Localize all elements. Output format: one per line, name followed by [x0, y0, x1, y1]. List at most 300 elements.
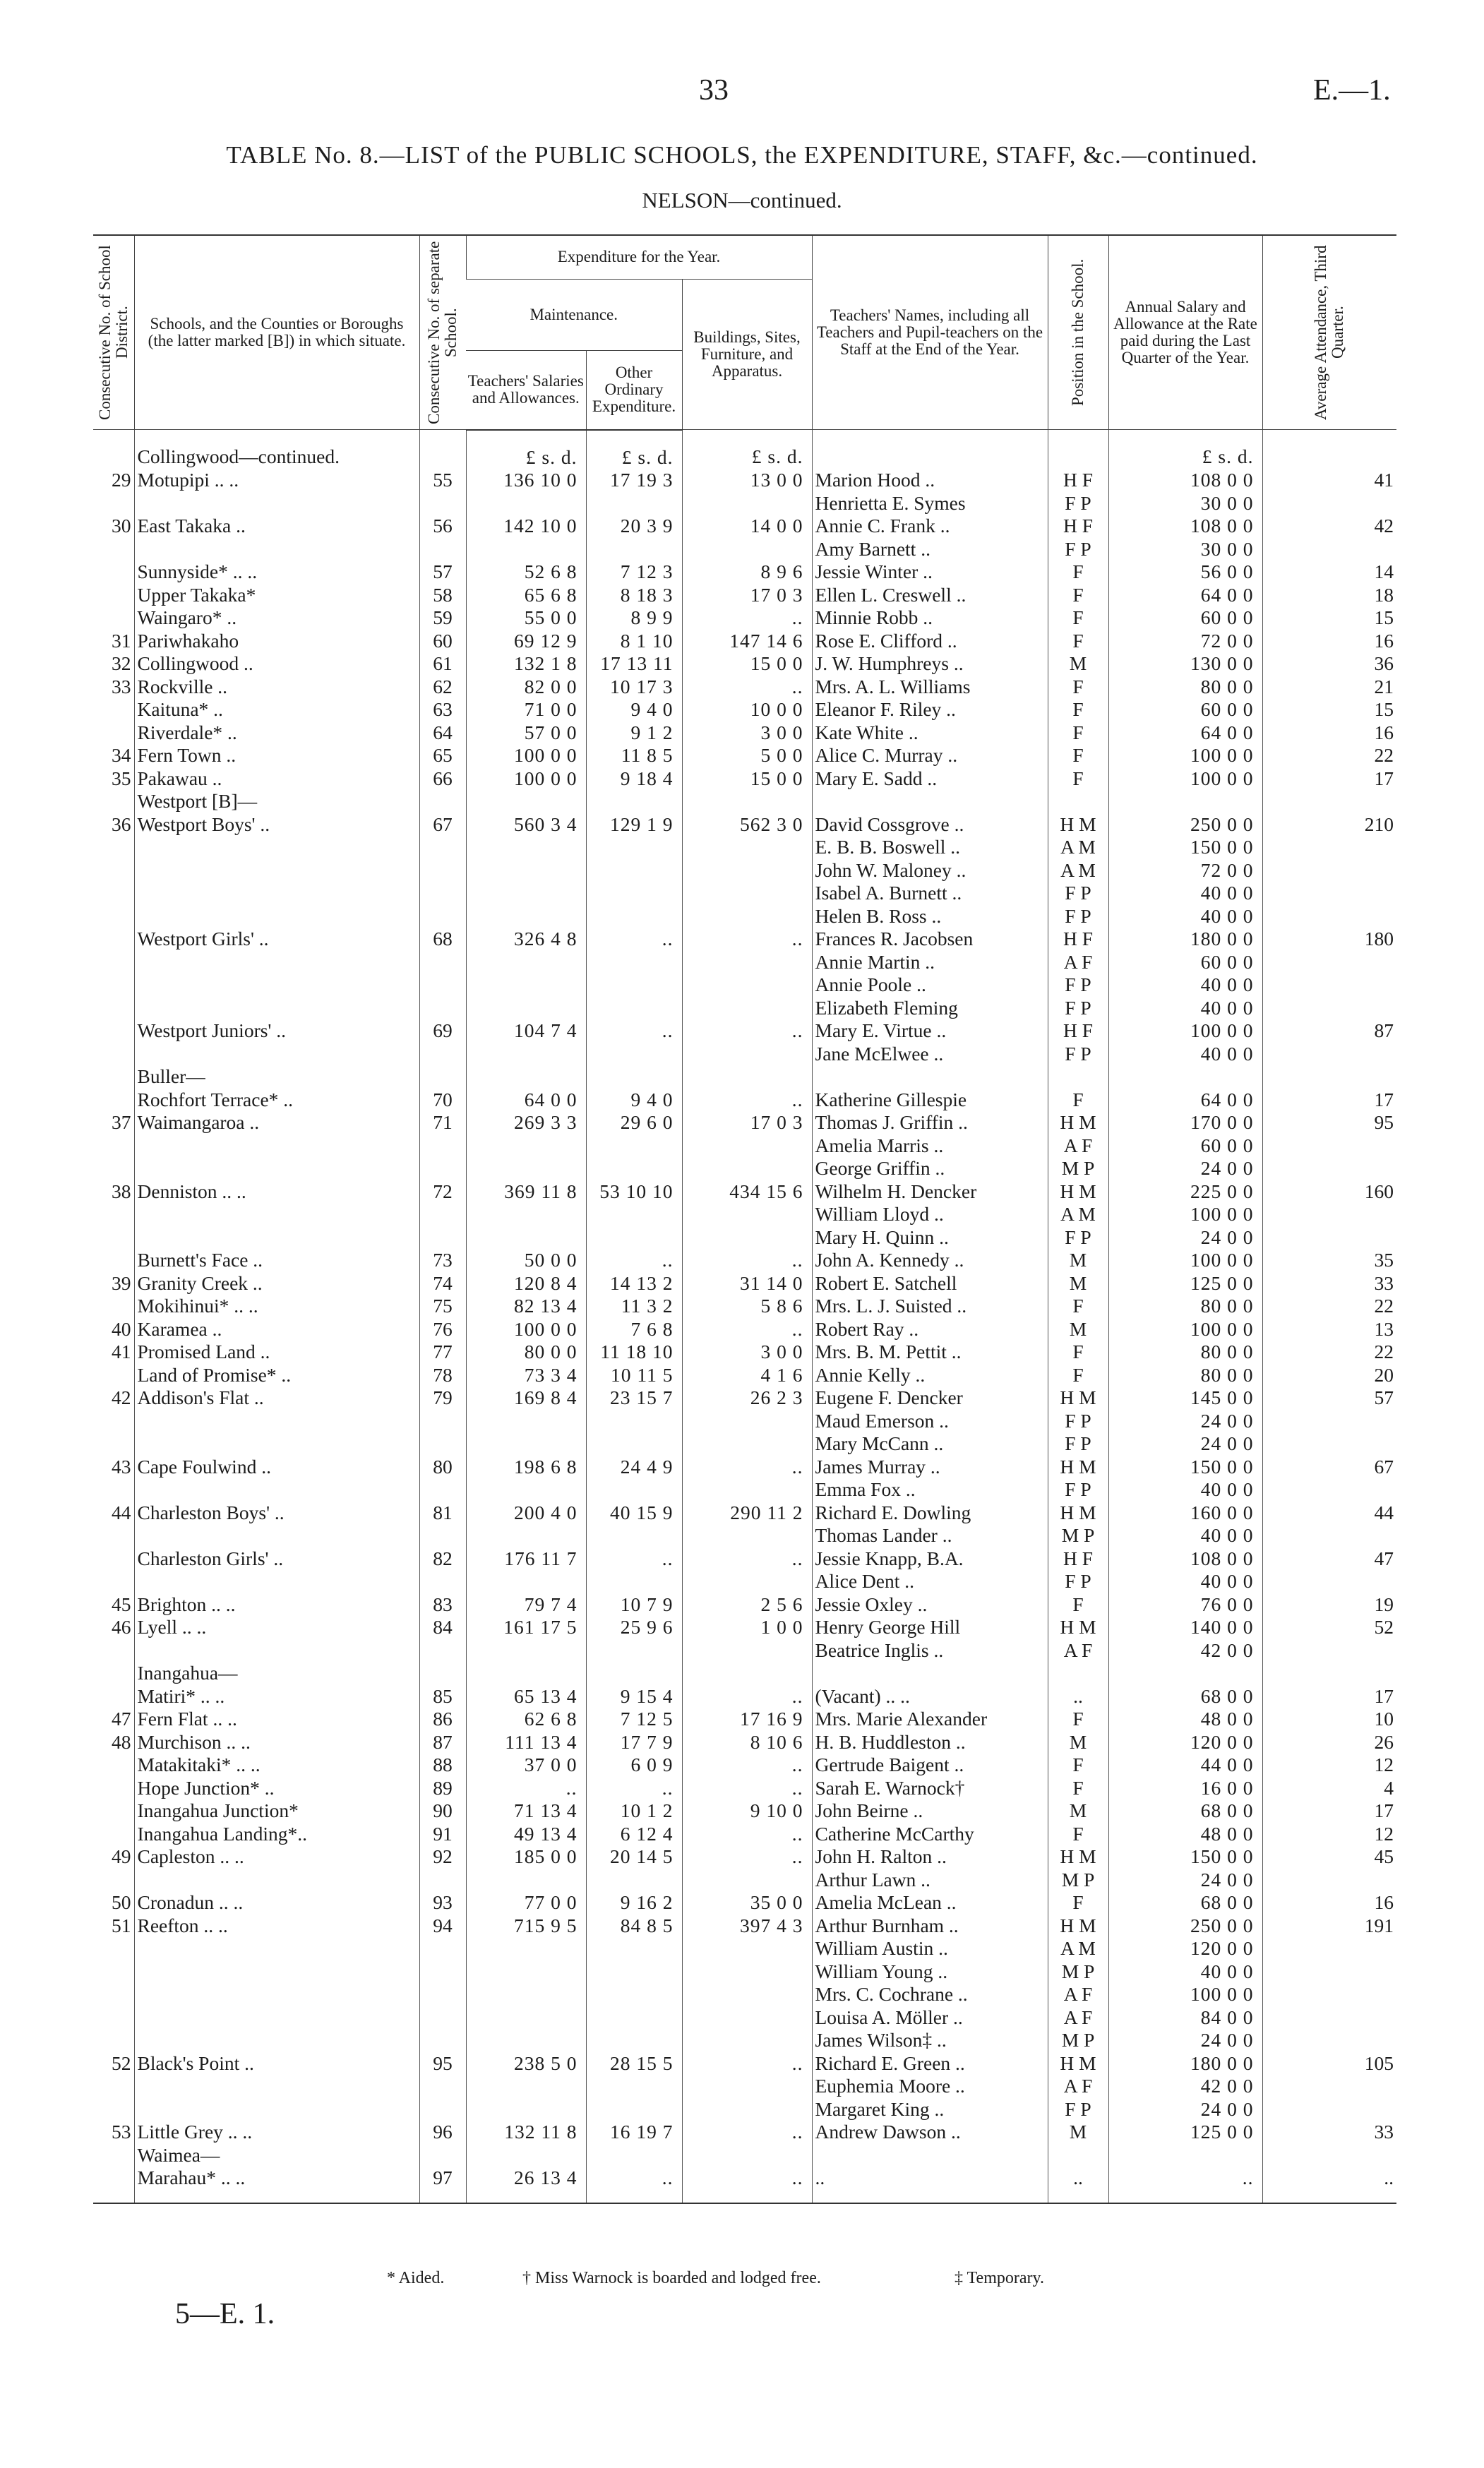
schools-table	[93, 234, 1396, 2204]
position-cell: F P	[1048, 1043, 1108, 1066]
buildings-cell: 15 0 0	[682, 652, 812, 676]
annual-salary-cell: 80 0 0	[1108, 1341, 1262, 1364]
buildings-cell: 17 0 3	[682, 584, 812, 607]
district-no-cell	[93, 1960, 134, 1984]
buildings-cell: 8 10 6	[682, 1731, 812, 1754]
school-name-cell: Reefton .. ..	[134, 1915, 419, 1938]
attendance-cell: 191	[1262, 1915, 1396, 1938]
school-name-cell: Black's Point ..	[134, 2052, 419, 2075]
attendance-cell	[1262, 2006, 1396, 2030]
attendance-cell: 10	[1262, 1708, 1396, 1731]
teacher-name-cell: Catherine McCarthy	[812, 1823, 1048, 1846]
position-cell: H M	[1048, 1456, 1108, 1479]
school-no-cell: 84	[419, 1616, 466, 1639]
table-row	[93, 2052, 1396, 2075]
table-row	[93, 1364, 1396, 1387]
salaries-cell	[466, 1157, 586, 1180]
district-no-cell	[93, 859, 134, 882]
school-no-cell: 75	[419, 1295, 466, 1318]
annual-salary-cell: 145 0 0	[1108, 1386, 1262, 1410]
buildings-cell: 14 0 0	[682, 515, 812, 538]
position-cell: F P	[1048, 1410, 1108, 1433]
position-cell: ..	[1048, 2167, 1108, 2203]
teacher-name-cell: James Wilson‡ ..	[812, 2029, 1048, 2052]
attendance-cell: 22	[1262, 744, 1396, 767]
position-cell: F P	[1048, 974, 1108, 997]
position-cell: M	[1048, 1318, 1108, 1341]
district-no-cell	[93, 1777, 134, 1800]
annual-salary-cell: 48 0 0	[1108, 1708, 1262, 1731]
attendance-cell	[1262, 1662, 1396, 1685]
attendance-cell: 45	[1262, 1845, 1396, 1869]
table-row	[93, 905, 1396, 928]
district-no-cell: 36	[112, 813, 131, 835]
district-no-cell	[93, 698, 134, 721]
position-cell: H F	[1048, 469, 1108, 492]
annual-salary-cell: 80 0 0	[1108, 1364, 1262, 1387]
buildings-cell: 35 0 0	[682, 1891, 812, 1915]
teacher-name-cell: H. B. Huddleston ..	[812, 1731, 1048, 1754]
attendance-cell: 22	[1262, 1341, 1396, 1364]
teacher-name-cell: Margaret King ..	[812, 2098, 1048, 2121]
teacher-name-cell: Amelia McLean ..	[812, 1891, 1048, 1915]
other-expenditure-cell	[586, 951, 682, 974]
teacher-name-cell: (Vacant) .. ..	[812, 1685, 1048, 1708]
table-row	[93, 974, 1396, 997]
position-cell: H M	[1048, 1915, 1108, 1938]
salaries-cell	[466, 2006, 586, 2030]
other-expenditure-cell: 8 1 10	[586, 630, 682, 653]
buildings-cell: ..	[682, 1318, 812, 1341]
other-expenditure-cell: 53 10 10	[586, 1180, 682, 1204]
page-code: E.—1.	[1313, 74, 1391, 107]
teacher-name-cell: Henry George Hill	[812, 1616, 1048, 1639]
teacher-name-cell: Frances R. Jacobsen	[812, 928, 1048, 951]
teacher-name-cell: William Austin ..	[812, 1937, 1048, 1960]
school-no-cell	[419, 882, 466, 905]
annual-salary-cell: 100 0 0	[1108, 744, 1262, 767]
school-name-cell	[134, 951, 419, 974]
other-expenditure-cell: ..	[586, 928, 682, 951]
school-name-cell: Kaituna* ..	[134, 698, 419, 721]
district-no-cell	[93, 606, 134, 630]
other-expenditure-cell	[586, 1570, 682, 1593]
annual-salary-cell: 100 0 0	[1108, 1318, 1262, 1341]
position-cell: F P	[1048, 1478, 1108, 1502]
teacher-name-cell: John Beirne ..	[812, 1799, 1048, 1823]
other-expenditure-cell: 6 0 9	[586, 1754, 682, 1777]
teacher-name-cell: Mrs. A. L. Williams	[812, 676, 1048, 699]
position-cell: H M	[1048, 1111, 1108, 1134]
annual-salary-cell: 64 0 0	[1108, 584, 1262, 607]
attendance-cell: 17	[1262, 1089, 1396, 1112]
school-name-cell: Pakawau ..	[134, 767, 419, 791]
buildings-cell	[682, 2098, 812, 2121]
school-name-cell	[134, 1134, 419, 1158]
table-row	[93, 1502, 1396, 1525]
position-cell: F P	[1048, 1226, 1108, 1250]
salaries-cell: 71 0 0	[466, 698, 586, 721]
salaries-cell: 50 0 0	[466, 1249, 586, 1272]
teacher-name-cell: Ellen L. Creswell ..	[812, 584, 1048, 607]
attendance-cell: 87	[1262, 1019, 1396, 1043]
teacher-name-cell: Alice Dent ..	[812, 1570, 1048, 1593]
salaries-cell: ..	[466, 1777, 586, 1800]
attendance-cell	[1262, 1983, 1396, 2006]
buildings-cell: ..	[682, 676, 812, 699]
school-no-cell: 61	[419, 652, 466, 676]
teacher-name-cell	[812, 790, 1048, 813]
other-expenditure-cell: 9 4 0	[586, 698, 682, 721]
school-no-cell: 66	[419, 767, 466, 791]
other-expenditure-cell	[586, 2144, 682, 2167]
district-no-cell	[93, 1685, 134, 1708]
annual-salary-cell	[1108, 2144, 1262, 2167]
school-name-cell	[134, 2098, 419, 2121]
table-row	[93, 1432, 1396, 1456]
annual-salary-cell: 100 0 0	[1108, 1203, 1262, 1226]
salaries-cell: 73 3 4	[466, 1364, 586, 1387]
teacher-name-cell: Mrs. B. M. Pettit ..	[812, 1341, 1048, 1364]
buildings-cell	[682, 1983, 812, 2006]
position-cell: M	[1048, 2121, 1108, 2144]
position-cell: M P	[1048, 1524, 1108, 1547]
school-no-cell	[419, 997, 466, 1020]
salaries-cell: 136 10 0	[466, 469, 586, 492]
buildings-cell: 8 9 6	[682, 561, 812, 584]
other-expenditure-cell: ..	[586, 1547, 682, 1571]
district-no-cell	[93, 1134, 134, 1158]
table-row	[93, 515, 1396, 538]
annual-salary-cell: 40 0 0	[1108, 1478, 1262, 1502]
district-no-cell: 39	[112, 1271, 131, 1294]
other-expenditure-cell	[586, 2075, 682, 2098]
attendance-cell: 19	[1262, 1593, 1396, 1617]
table-row	[93, 492, 1396, 515]
salaries-cell	[466, 2144, 586, 2167]
school-name-cell: Denniston .. ..	[134, 1180, 419, 1204]
other-expenditure-cell: 24 4 9	[586, 1456, 682, 1479]
table-row	[93, 676, 1396, 699]
table-row	[93, 606, 1396, 630]
school-name-cell: Hope Junction* ..	[134, 1777, 419, 1800]
school-name-cell	[134, 1960, 419, 1984]
attendance-cell	[1262, 430, 1396, 469]
other-expenditure-cell	[586, 1134, 682, 1158]
teacher-name-cell: Annie Kelly ..	[812, 1364, 1048, 1387]
table-row	[93, 1915, 1396, 1938]
salaries-cell: 57 0 0	[466, 721, 586, 745]
teacher-name-cell: William Lloyd ..	[812, 1203, 1048, 1226]
district-no-cell: 53	[112, 2121, 131, 2143]
annual-salary-cell: 250 0 0	[1108, 813, 1262, 837]
school-no-cell: 59	[419, 606, 466, 630]
school-name-cell	[134, 1869, 419, 1892]
school-name-cell	[134, 1983, 419, 2006]
salaries-cell	[466, 2098, 586, 2121]
table-row	[93, 1134, 1396, 1158]
salaries-cell	[466, 1065, 586, 1089]
annual-salary-cell: 68 0 0	[1108, 1685, 1262, 1708]
position-cell: A F	[1048, 2075, 1108, 2098]
teacher-name-cell: Thomas J. Griffin ..	[812, 1111, 1048, 1134]
teacher-name-cell: Wilhelm H. Dencker	[812, 1180, 1048, 1204]
buildings-cell: 13 0 0	[682, 469, 812, 492]
annual-salary-cell	[1108, 1662, 1262, 1685]
annual-salary-cell: 24 0 0	[1108, 1157, 1262, 1180]
district-no-cell	[93, 1019, 134, 1043]
buildings-cell	[682, 836, 812, 859]
salaries-cell: 77 0 0	[466, 1891, 586, 1915]
buildings-cell	[682, 1203, 812, 1226]
school-no-cell	[419, 1065, 466, 1089]
district-no-cell: 52	[112, 2051, 131, 2074]
teacher-name-cell: Rose E. Clifford ..	[812, 630, 1048, 653]
table-row	[93, 1043, 1396, 1066]
other-expenditure-cell	[586, 997, 682, 1020]
header-other: Other Ordinary Expenditure.	[586, 351, 682, 430]
buildings-cell	[682, 1639, 812, 1663]
salaries-cell	[466, 1410, 586, 1433]
other-expenditure-cell	[586, 1203, 682, 1226]
position-cell: A M	[1048, 836, 1108, 859]
annual-salary-cell: 40 0 0	[1108, 1960, 1262, 1984]
salaries-cell: 100 0 0	[466, 767, 586, 791]
position-cell: F	[1048, 1341, 1108, 1364]
footnote-warnock: † Miss Warnock is boarded and lodged free.	[522, 2269, 821, 2287]
attendance-cell: 105	[1262, 2052, 1396, 2075]
other-expenditure-cell	[586, 882, 682, 905]
school-no-cell: 85	[419, 1685, 466, 1708]
other-expenditure-cell: 6 12 4	[586, 1823, 682, 1846]
table-row	[93, 2167, 1396, 2203]
teacher-name-cell: Thomas Lander ..	[812, 1524, 1048, 1547]
school-name-cell: Riverdale* ..	[134, 721, 419, 745]
salaries-cell	[466, 2075, 586, 2098]
table-row	[93, 1777, 1396, 1800]
school-name-cell: Land of Promise* ..	[134, 1364, 419, 1387]
school-no-cell: 83	[419, 1593, 466, 1617]
buildings-cell: ..	[682, 1547, 812, 1571]
table-row	[93, 1272, 1396, 1295]
salaries-cell: 142 10 0	[466, 515, 586, 538]
table-row	[93, 1731, 1396, 1754]
annual-salary-cell: 56 0 0	[1108, 561, 1262, 584]
school-no-cell: 76	[419, 1318, 466, 1341]
salaries-cell	[466, 836, 586, 859]
salaries-cell: 80 0 0	[466, 1341, 586, 1364]
school-no-cell	[419, 1203, 466, 1226]
annual-salary-cell: 150 0 0	[1108, 836, 1262, 859]
annual-salary-cell: ..	[1108, 2167, 1262, 2203]
salaries-cell: 104 7 4	[466, 1019, 586, 1043]
annual-salary-cell: 40 0 0	[1108, 1524, 1262, 1547]
position-cell: F	[1048, 744, 1108, 767]
annual-salary-cell: 170 0 0	[1108, 1111, 1262, 1134]
position-cell: A M	[1048, 1937, 1108, 1960]
buildings-cell	[682, 1937, 812, 1960]
buildings-cell	[682, 1478, 812, 1502]
district-no-cell	[93, 2006, 134, 2030]
table-row	[93, 2006, 1396, 2030]
other-expenditure-cell	[586, 2006, 682, 2030]
table-row	[93, 1295, 1396, 1318]
school-no-cell: 87	[419, 1731, 466, 1754]
school-name-cell: Waingaro* ..	[134, 606, 419, 630]
district-no-cell: 30	[112, 515, 131, 537]
teacher-name-cell: Mary E. Sadd ..	[812, 767, 1048, 791]
position-cell: F P	[1048, 882, 1108, 905]
school-no-cell	[419, 1662, 466, 1685]
teacher-name-cell: Helen B. Ross ..	[812, 905, 1048, 928]
table-row	[93, 1157, 1396, 1180]
buildings-cell: 434 15 6	[682, 1180, 812, 1204]
other-expenditure-cell: ..	[586, 1019, 682, 1043]
school-name-cell: Waimangaroa ..	[134, 1111, 419, 1134]
table-row	[93, 1410, 1396, 1433]
buildings-cell: 2 5 6	[682, 1593, 812, 1617]
school-no-cell	[419, 1639, 466, 1663]
school-no-cell: 70	[419, 1089, 466, 1112]
school-name-cell: Fern Town ..	[134, 744, 419, 767]
teacher-name-cell: Richard E. Dowling	[812, 1502, 1048, 1525]
table-row	[93, 630, 1396, 653]
school-name-cell	[134, 1570, 419, 1593]
teacher-name-cell: Louisa A. Möller ..	[812, 2006, 1048, 2030]
annual-salary-cell: 48 0 0	[1108, 1823, 1262, 1846]
teacher-name-cell: Isabel A. Burnett ..	[812, 882, 1048, 905]
district-no-cell	[93, 1043, 134, 1066]
district-no-cell	[93, 1524, 134, 1547]
annual-salary-cell: 68 0 0	[1108, 1799, 1262, 1823]
district-no-cell	[93, 1065, 134, 1089]
district-no-cell	[93, 561, 134, 584]
page-number: 33	[699, 74, 729, 107]
teacher-name-cell: Emma Fox ..	[812, 1478, 1048, 1502]
teacher-name-cell	[812, 1662, 1048, 1685]
district-no-cell	[93, 1869, 134, 1892]
salaries-cell: 55 0 0	[466, 606, 586, 630]
other-expenditure-cell	[586, 859, 682, 882]
annual-salary-cell: 108 0 0	[1108, 469, 1262, 492]
annual-salary-cell: 40 0 0	[1108, 997, 1262, 1020]
other-expenditure-cell: 11 18 10	[586, 1341, 682, 1364]
attendance-cell	[1262, 882, 1396, 905]
district-no-cell: 46	[112, 1616, 131, 1638]
position-cell: M P	[1048, 1960, 1108, 1984]
school-no-cell	[419, 1983, 466, 2006]
district-no-cell	[93, 1157, 134, 1180]
district-no-cell	[93, 1570, 134, 1593]
attendance-cell: 95	[1262, 1111, 1396, 1134]
annual-salary-cell: 100 0 0	[1108, 1019, 1262, 1043]
position-cell: M P	[1048, 2029, 1108, 2052]
annual-salary-cell: 130 0 0	[1108, 652, 1262, 676]
school-no-cell: 56	[419, 515, 466, 538]
attendance-cell	[1262, 1937, 1396, 1960]
district-no-cell	[93, 928, 134, 951]
salaries-cell: 369 11 8	[466, 1180, 586, 1204]
salaries-cell: 37 0 0	[466, 1754, 586, 1777]
attendance-cell	[1262, 997, 1396, 1020]
school-name-cell: Karamea ..	[134, 1318, 419, 1341]
other-expenditure-cell: 20 14 5	[586, 1845, 682, 1869]
attendance-cell: 14	[1262, 561, 1396, 584]
district-no-cell: 34	[112, 744, 131, 766]
annual-salary-cell: 72 0 0	[1108, 859, 1262, 882]
table-row	[93, 1019, 1396, 1043]
school-name-cell: Charleston Girls' ..	[134, 1547, 419, 1571]
teacher-name-cell: ..	[812, 2167, 1048, 2203]
table-subtitle: NELSON—continued.	[642, 188, 842, 212]
buildings-cell: ..	[682, 2121, 812, 2144]
district-no-cell: 41	[112, 1341, 131, 1362]
table-row	[93, 538, 1396, 561]
school-name-cell: Rockville ..	[134, 676, 419, 699]
annual-salary-cell: 108 0 0	[1108, 515, 1262, 538]
school-no-cell: 58	[419, 584, 466, 607]
attendance-cell: 67	[1262, 1456, 1396, 1479]
attendance-cell	[1262, 1478, 1396, 1502]
buildings-cell: ..	[682, 2052, 812, 2075]
district-no-cell: 32	[112, 652, 131, 674]
buildings-cell	[682, 1410, 812, 1433]
attendance-cell: 15	[1262, 606, 1396, 630]
district-no-cell	[93, 2029, 134, 2052]
buildings-cell	[682, 1960, 812, 1984]
district-no-cell: 37	[112, 1111, 131, 1133]
school-no-cell: 71	[419, 1111, 466, 1134]
buildings-cell: ..	[682, 1777, 812, 1800]
teacher-name-cell: J. W. Humphreys ..	[812, 652, 1048, 676]
school-name-cell: Addison's Flat ..	[134, 1386, 419, 1410]
school-name-cell: Collingwood ..	[134, 652, 419, 676]
buildings-cell: 15 0 0	[682, 767, 812, 791]
header-consecutive-district: Consecutive No. of School District.	[93, 235, 134, 430]
district-no-cell	[93, 997, 134, 1020]
school-no-cell	[419, 859, 466, 882]
attendance-cell	[1262, 951, 1396, 974]
table-row	[93, 928, 1396, 951]
school-no-cell	[419, 974, 466, 997]
district-no-cell: 48	[112, 1730, 131, 1753]
school-name-cell	[134, 2006, 419, 2030]
annual-salary-cell: 40 0 0	[1108, 905, 1262, 928]
table-row	[93, 430, 1396, 469]
teacher-name-cell: Arthur Burnham ..	[812, 1915, 1048, 1938]
teacher-name-cell: Gertrude Baigent ..	[812, 1754, 1048, 1777]
position-cell: H M	[1048, 1502, 1108, 1525]
other-expenditure-cell	[586, 1662, 682, 1685]
teacher-name-cell: E. B. B. Boswell ..	[812, 836, 1048, 859]
position-cell: H M	[1048, 1386, 1108, 1410]
district-no-cell	[93, 1983, 134, 2006]
footnote-aided: * Aided.	[387, 2269, 445, 2287]
page-signature: 5—E. 1.	[175, 2298, 275, 2330]
school-name-cell: Inangahua—	[134, 1662, 419, 1685]
salaries-cell	[466, 1043, 586, 1066]
table-row	[93, 790, 1396, 813]
school-no-cell	[419, 1043, 466, 1066]
other-expenditure-cell: 9 18 4	[586, 767, 682, 791]
annual-salary-cell: 24 0 0	[1108, 1869, 1262, 1892]
position-cell: A M	[1048, 859, 1108, 882]
table-row	[93, 1639, 1396, 1663]
buildings-cell: 3 0 0	[682, 721, 812, 745]
position-cell: A M	[1048, 1203, 1108, 1226]
buildings-cell	[682, 997, 812, 1020]
school-name-cell: Westport Boys' ..	[134, 813, 419, 837]
